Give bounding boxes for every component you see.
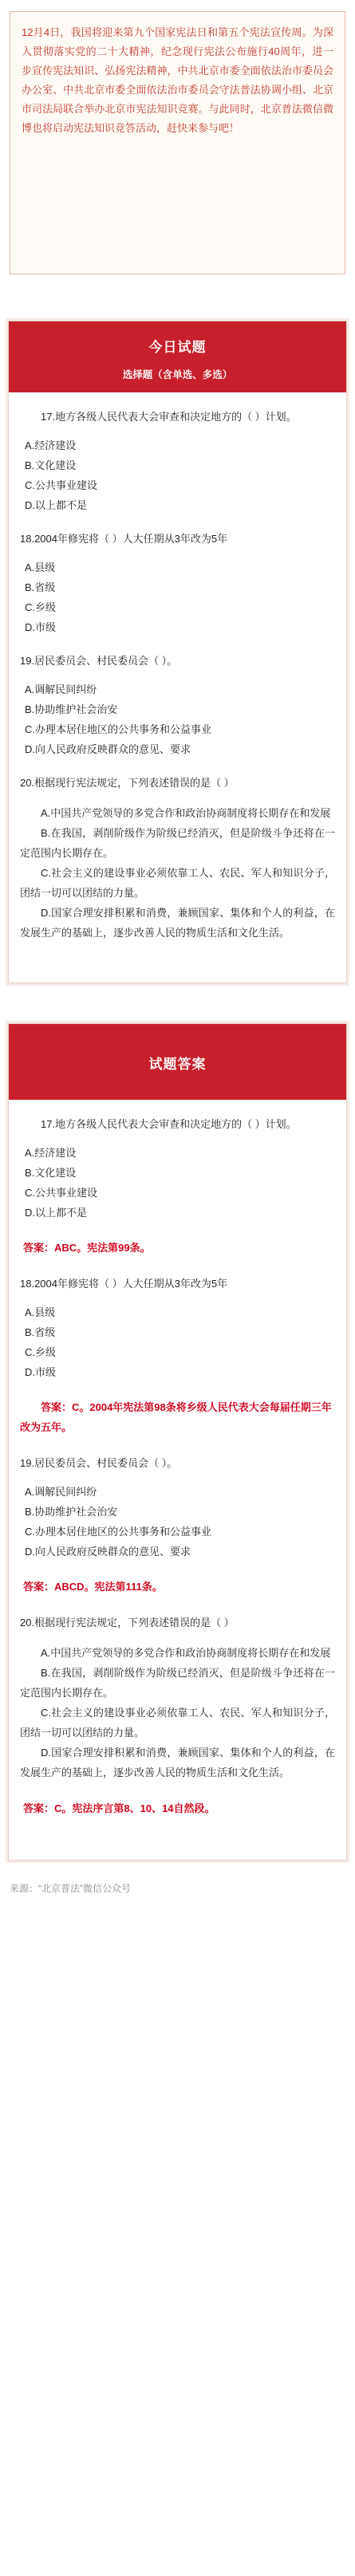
quiz-header — [9, 321, 346, 392]
option-b: B.省级 — [25, 581, 56, 593]
option-b: B.协助维护社会治安 — [25, 1506, 118, 1518]
option-b: B.文化建设 — [25, 1167, 77, 1179]
quiz-title: 今日试题 — [148, 340, 207, 355]
option-b: B.协助维护社会治安 — [25, 703, 118, 715]
option-d: D.向人民政府反映群众的意见、要求 — [25, 1546, 191, 1558]
option-c: C.社会主义的建设事业必须依靠工人、农民、军人和知识分子，团结一切可以团结的力量。 — [20, 867, 335, 899]
answers-section — [8, 1023, 347, 1861]
option-d: D.国家合理安排积累和消费，兼顾国家、集体和个人的利益，在发展生产的基础上，逐步改善人民的物质生活和文化生活。 — [20, 907, 335, 939]
option-b: B.文化建设 — [25, 459, 77, 471]
answer-text: 答案：ABC。宪法第99条。 — [23, 1242, 151, 1254]
question-stem: 17.地方各级人民代表大会审查和决定地方的（ ）计划。 — [41, 1118, 297, 1130]
question-stem: 19.居民委员会、村民委员会（ ）。 — [20, 655, 178, 667]
question-stem: 17.地方各级人民代表大会审查和决定地方的（ ）计划。 — [41, 411, 297, 423]
answers-body — [9, 1100, 346, 1860]
option-d: D.市级 — [25, 1366, 57, 1378]
option-c: C.乡级 — [25, 601, 57, 613]
option-b: B.省级 — [25, 1326, 56, 1338]
quiz-subtitle: 选择题（含单选、多选） — [122, 369, 233, 380]
option-c: C.社会主义的建设事业必须依靠工人、农民、军人和知识分子，团结一切可以团结的力量。 — [20, 1707, 335, 1739]
option-a: A.调解民间纠纷 — [25, 1486, 97, 1498]
option-d: D.以上都不是 — [25, 1207, 88, 1219]
question-stem: 18.2004年修宪将（ ）人大任期从3年改为5年 — [20, 533, 228, 545]
option-c: C.办理本居住地区的公共事务和公益事业 — [25, 1526, 212, 1538]
question-20 — [20, 774, 335, 943]
answers-title: 试题答案 — [148, 1057, 207, 1072]
option-d: D.国家合理安排积累和消费，兼顾国家、集体和个人的利益，在发展生产的基础上，逐步改善人民的物质生活和文化生活。 — [20, 1747, 335, 1778]
question-stem: 20.根据现行宪法规定，下列表述错误的是（ ） — [20, 1617, 235, 1629]
option-d: D.以上都不是 — [25, 499, 88, 511]
option-b: B.在我国，剥削阶级作为阶级已经消灭，但是阶级斗争还将在一定范围内长期存在。 — [20, 1667, 335, 1699]
answer-text: 答案：C。宪法序言第8、10、14自然段。 — [23, 1802, 215, 1814]
question-17 — [20, 408, 335, 514]
option-c: C.乡级 — [25, 1346, 57, 1358]
quiz-section — [8, 321, 347, 983]
option-a: A.县级 — [25, 561, 56, 573]
option-a: A.经济建设 — [25, 439, 77, 451]
answer-text: 答案：ABCD。宪法第111条。 — [23, 1581, 163, 1593]
question-stem: 18.2004年修宪将（ ）人大任期从3年改为5年 — [20, 1278, 228, 1290]
source-footer: 来源：“北京普法”微信公众号 — [10, 1883, 131, 1894]
question-stem: 19.居民委员会、村民委员会（ ）。 — [20, 1457, 178, 1469]
question-stem: 20.根据现行宪法规定，下列表述错误的是（ ） — [20, 777, 235, 789]
intro-text: 12月4日，我国将迎来第九个国家宪法日和第五个宪法宣传周。为深入贯彻落实党的二十大精神，纪念现行宪法公布施行40周年，进一步宣传宪法知识、弘扬宪法精神，中共北京市委全面依法治市委员会办公室、中共北京市委全面依法治市委员会守法普法协调小组、北京市司法局联合举办北京市宪法知识竞赛。与此同时，北京普法微信微博也将启动宪法知识竞答活动，赶快来参与吧！ — [10, 11, 345, 274]
answers-header — [9, 1024, 346, 1100]
option-a: A.经济建设 — [25, 1147, 77, 1159]
option-c: C.公共事业建设 — [25, 479, 98, 491]
answer-text: 答案：C。2004年宪法第98条将乡级人民代表大会每届任期三年改为五年。 — [20, 1401, 332, 1433]
quiz-body — [9, 392, 346, 983]
option-d: D.向人民政府反映群众的意见、要求 — [25, 743, 191, 755]
option-c: C.办理本居住地区的公共事务和公益事业 — [25, 723, 212, 735]
option-b: B.在我国，剥削阶级作为阶级已经消灭，但是阶级斗争还将在一定范围内长期存在。 — [20, 827, 335, 859]
option-a: A.中国共产党领导的多党合作和政治协商制度将长期存在和发展 — [41, 1647, 331, 1659]
answer-question-17 — [20, 1116, 335, 1258]
option-a: A.县级 — [25, 1306, 56, 1318]
option-a: A.中国共产党领导的多党合作和政治协商制度将长期存在和发展 — [41, 807, 331, 819]
intro-section — [0, 0, 355, 274]
option-a: A.调解民间纠纷 — [25, 683, 97, 695]
answer-question-18 — [20, 1275, 335, 1437]
question-19 — [20, 652, 335, 758]
option-c: C.公共事业建设 — [25, 1187, 98, 1199]
option-d: D.市级 — [25, 621, 57, 633]
answer-question-20 — [20, 1614, 335, 1818]
question-18 — [20, 530, 335, 636]
answer-question-19 — [20, 1455, 335, 1597]
